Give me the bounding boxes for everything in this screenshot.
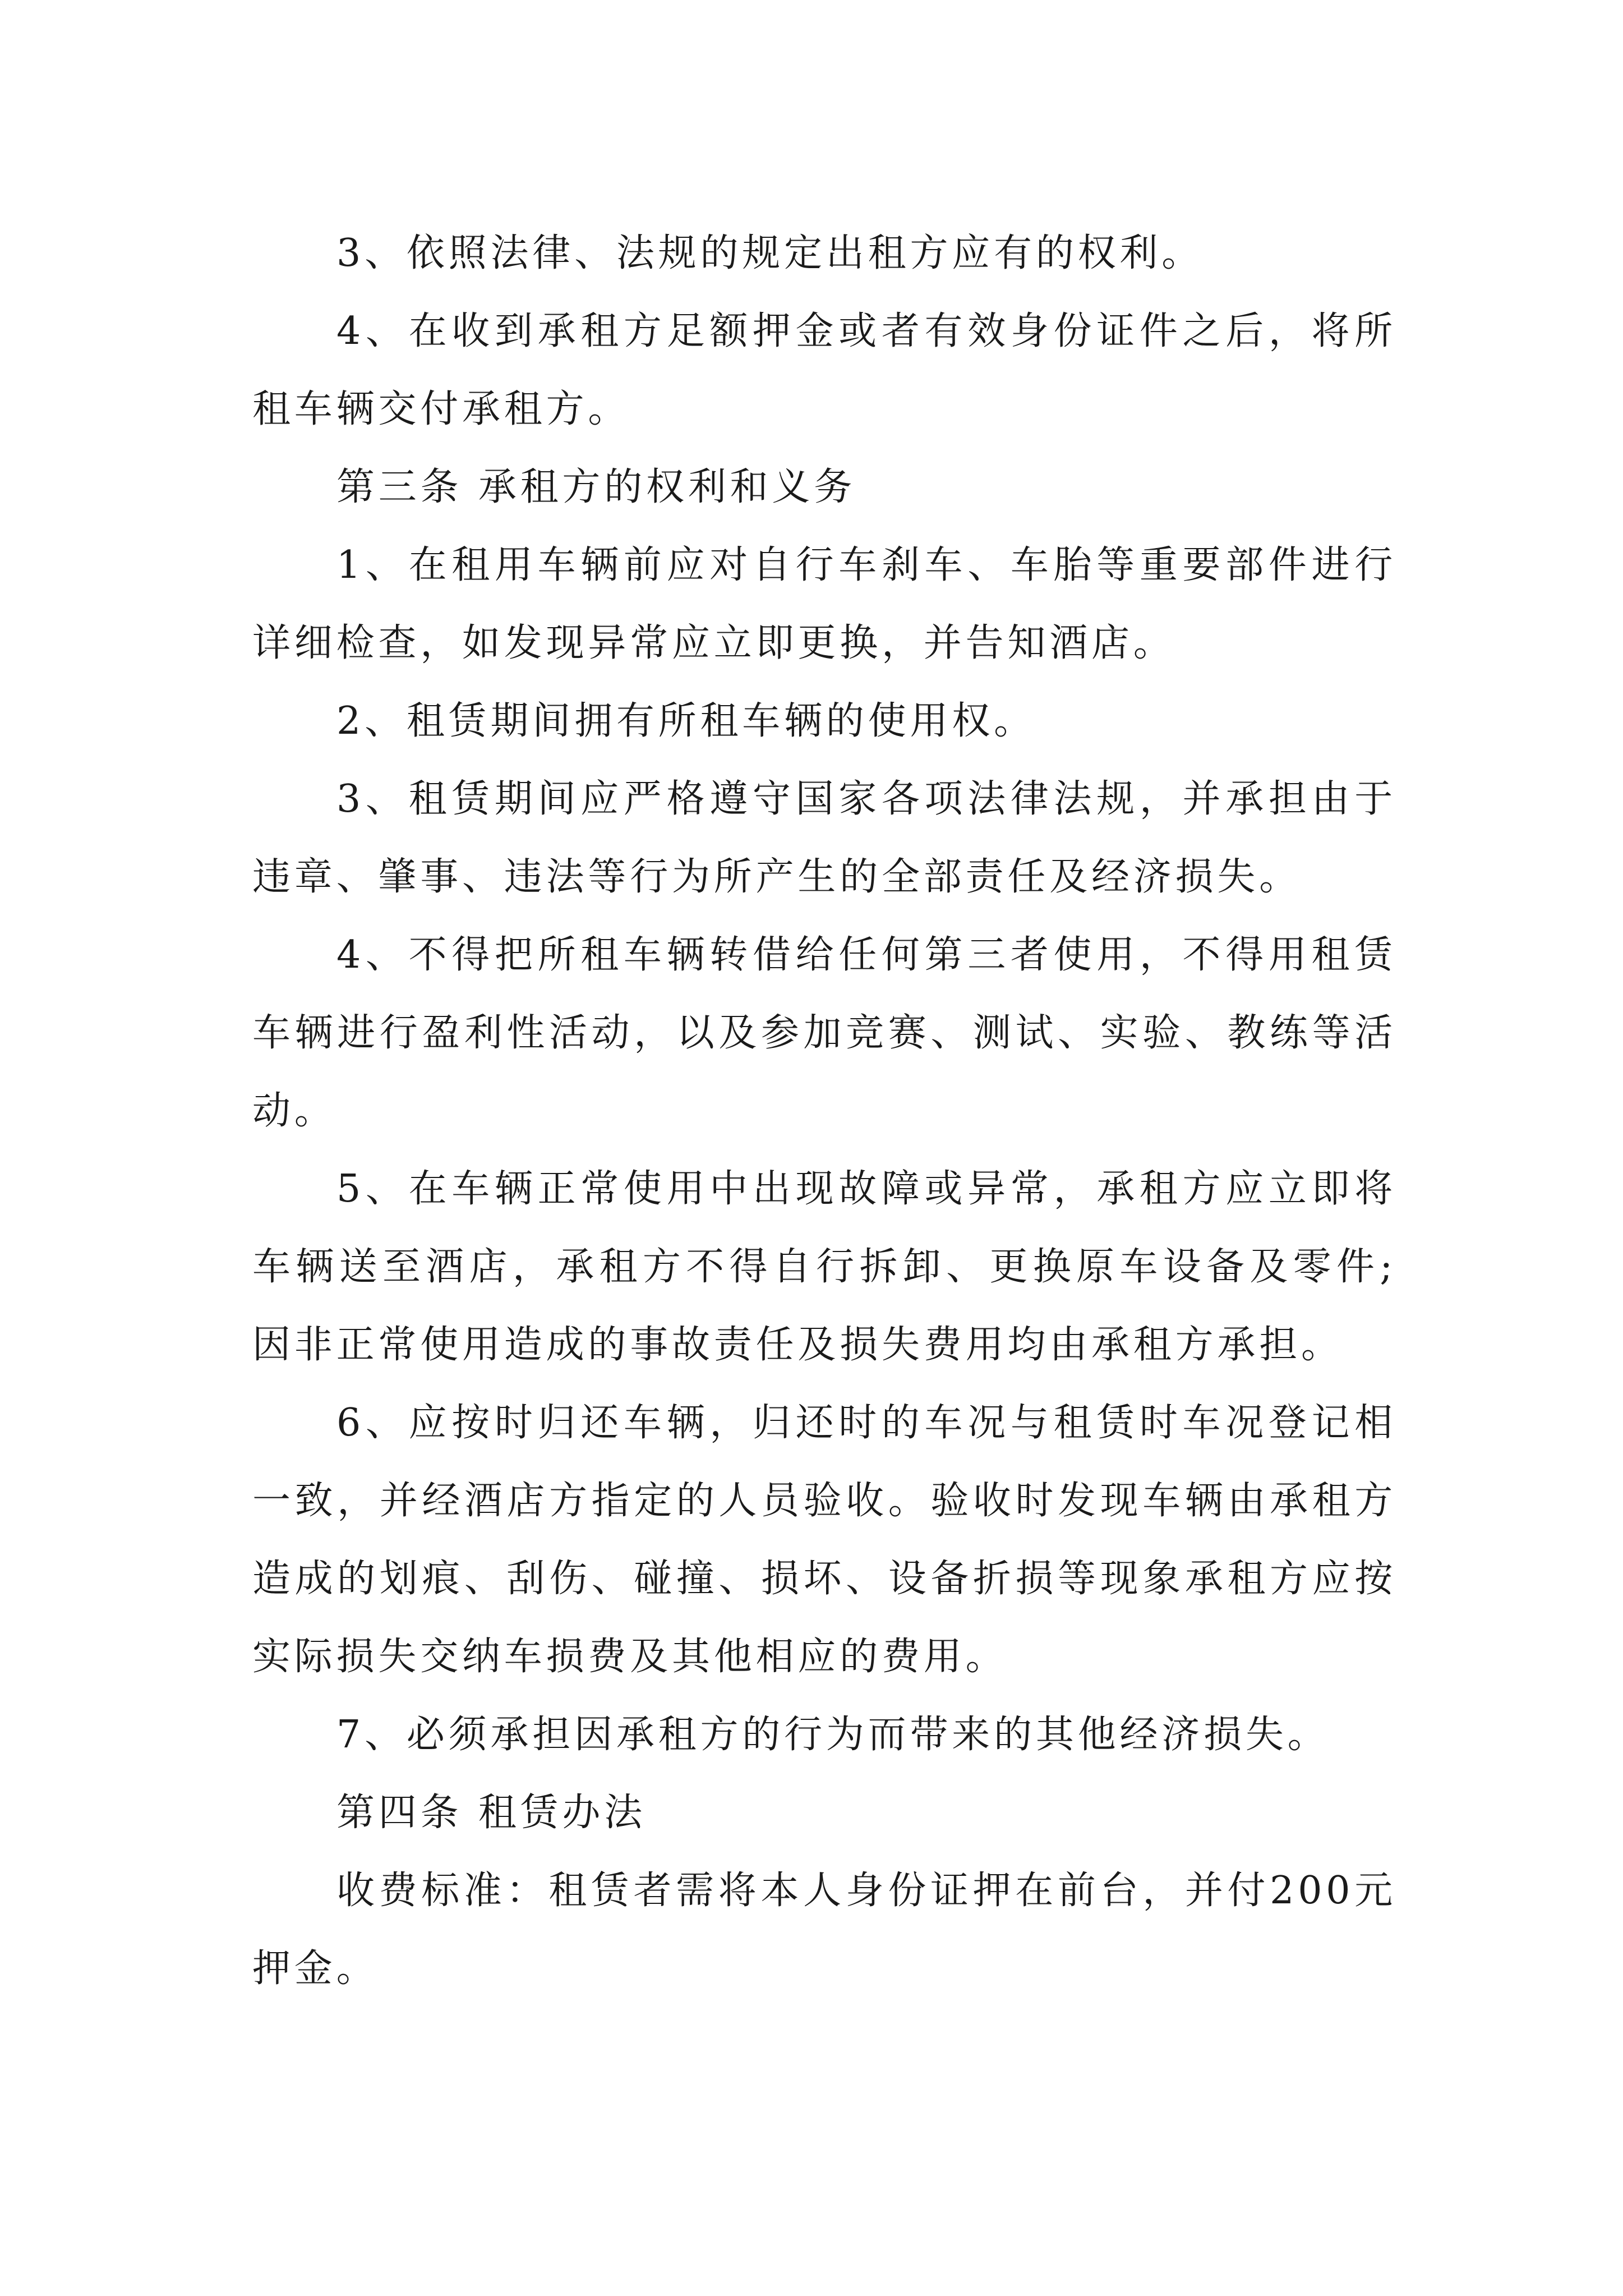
paragraph-lessee-item-6: 6、应按时归还车辆，归还时的车况与租赁时车况登记相一致，并经酒店方指定的人员验收。验收时发现车辆由承租方造成的划痕、刮伤、碰撞、损坏、设备折损等现象承租方应按实际损失交纳车损费及其他相应的费用。	[252, 1401, 1396, 1679]
paragraph-lessor-right-3: 3、依照法律、法规的规定出租方应有的权利。	[336, 231, 1204, 275]
section-heading-article-4: 第四条 租赁办法	[336, 1791, 647, 1835]
paragraph-lessee-item-2: 2、租赁期间拥有所租车辆的使用权。	[336, 699, 1036, 743]
document-body	[252, 214, 1396, 2008]
paragraph-lessee-item-3: 3、租赁期间应严格遵守国家各项法律法规，并承担由于违章、肇事、违法等行为所产生的全部责任及经济损失。	[252, 777, 1396, 899]
paragraph-lessee-item-4: 4、不得把所租车辆转借给任何第三者使用，不得用租赁车辆进行盈利性活动，以及参加竞赛、测试、实验、教练等活动。	[252, 933, 1396, 1133]
section-heading-article-3: 第三条 承租方的权利和义务	[336, 465, 856, 509]
paragraph-lessee-item-1: 1、在租用车辆前应对自行车刹车、车胎等重要部件进行详细检查，如发现异常应立即更换，并告知酒店。	[252, 543, 1396, 665]
paragraph-lessee-item-7: 7、必须承担因承租方的行为而带来的其他经济损失。	[336, 1713, 1330, 1757]
paragraph-lessee-item-5: 5、在车辆正常使用中出现故障或异常，承租方应立即将车辆送至酒店，承租方不得自行拆卸、更换原车设备及零件;因非正常使用造成的事故责任及损失费用均由承租方承担。	[252, 1167, 1396, 1367]
paragraph-lessor-duty-4: 4、在收到承租方足额押金或者有效身份证件之后，将所租车辆交付承租方。	[252, 309, 1396, 431]
paragraph-fee-standard: 收费标准：租赁者需将本人身份证押在前台，并付200元押金。	[252, 1869, 1396, 1991]
